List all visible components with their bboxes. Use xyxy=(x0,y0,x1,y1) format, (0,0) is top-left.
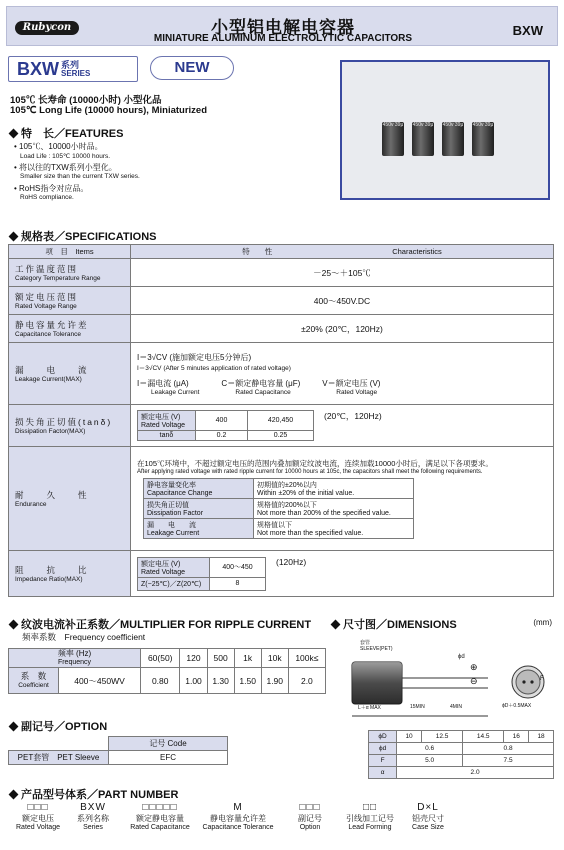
part-number-item: □□□ 额定电压 Rated Voltage xyxy=(16,802,60,831)
ripple-title: 纹波电流补正系数／MULTIPLIER FOR RIPPLE CURRENT xyxy=(10,616,311,632)
spec-item-impedance: 阻 抗 比 Impedance Ratio(MAX) xyxy=(9,551,131,597)
spec-value-cap-tol: ±20% (20℃，120Hz) xyxy=(131,315,554,343)
intro-cn: 105℃ 长寿命 (10000小时) 小型化品 xyxy=(10,95,162,106)
spec-value-endurance: 在105℃环境中，不超过额定电压的范围内叠加额定纹波电流，连续加载10000小时后，满足以下各项要求。 After applying rated voltage with rated ripple current for 10000 hours at 105c, the capacitors shall meet the following requirements. 静电容量变化率 Capacitance Change 初期值的±20%以内 Within ±20% of the initial value. 损失角正切值 Dissipation Factor 规格值的200%以下 Not more than 200% of the specified value. 漏 电 流 Leakage Current 规格值以下 Not more than the specified value. xyxy=(131,447,554,551)
features-title: 特 长／FEATURES xyxy=(10,125,123,141)
spec-item-endurance: 耐 久 性 Endurance xyxy=(9,447,131,551)
dim-phid-label: ϕd xyxy=(458,654,465,660)
spec-item-leakage: 漏 电 流 Leakage Current(MAX) xyxy=(9,343,131,405)
plus-icon: ⊕ xyxy=(470,662,478,672)
series-label-box xyxy=(8,56,138,82)
diamond-icon xyxy=(9,620,19,630)
diamond-icon xyxy=(9,790,19,800)
dim-sleeve-label: 套管 SLEEVE(PET) xyxy=(360,640,393,652)
dim-f-label: F xyxy=(540,676,544,682)
diamond-icon xyxy=(331,620,341,630)
new-badge: NEW xyxy=(150,56,234,80)
diamond-icon xyxy=(9,232,19,242)
impedance-condition: (120Hz) xyxy=(276,556,307,567)
feature-item: • 将以往的TXW系列小型化。 xyxy=(14,163,117,172)
dimensions-unit: (mm) xyxy=(533,618,552,627)
spec-value-leakage: I＝3√CV (施加额定电压5分钟后) I＝3√CV (After 5 minutes application of rated voltage) I＝漏电流 (μA) Leakage Current C＝额定静电容量 (μF) Rated Capacitance V＝额定电压 (V) Rated Voltage xyxy=(131,343,554,405)
spec-item-temp: 工作温度范围 Category Temperature Range xyxy=(9,259,131,287)
capacitor-image: 450v 39μ xyxy=(472,122,494,156)
page-header xyxy=(6,6,558,46)
product-photo xyxy=(340,60,550,200)
capacitor-image: 450v 39μ xyxy=(382,122,404,156)
diamond-icon xyxy=(9,129,19,139)
series-code: BXW xyxy=(512,23,543,38)
series-cn: 系列 xyxy=(61,60,80,70)
spec-value-voltage: 400～450V.DC xyxy=(131,287,554,315)
option-title: 副记号／OPTION xyxy=(10,718,107,734)
option-table: 记号 Code PET套管 PET Sleeve EFC xyxy=(8,736,228,765)
dim-d-label: ϕD＋0.5MAX xyxy=(502,703,532,709)
intro-en: 105℃ Long Life (10000 hours), Miniaturized xyxy=(10,105,208,116)
series-en: SERIES xyxy=(61,69,91,78)
diamond-icon xyxy=(9,722,19,732)
page-title-cn: 小型铝电解电容器 xyxy=(211,18,355,38)
feature-sub: RoHS compliance. xyxy=(20,194,74,201)
impedance-table: 额定电压 (V) Rated Voltage 400～450 Z(−25℃)／Z(20℃) 8 xyxy=(137,557,266,591)
spec-item-cap-tol: 静电容量允许差 Capacitance Tolerance xyxy=(9,315,131,343)
part-number-item: BXW 系列名称 Series xyxy=(77,802,109,831)
feature-sub: Load Life : 105℃ 10000 hours. xyxy=(20,153,111,160)
dimensions-table: ϕD 10 12.5 14.5 16 18 ϕd 0.6 0.8 F 5.0 7.5 α 2.0 xyxy=(368,730,554,779)
capacitor-image: 450v 39μ xyxy=(442,122,464,156)
page-title-en: MINIATURE ALUMINUM ELECTROLYTIC CAPACITORS xyxy=(153,33,413,44)
feature-item: • RoHS指令对应品。 xyxy=(14,184,89,193)
spec-head-item: 项 目 Items xyxy=(9,245,131,259)
specifications-title: 规格表／SPECIFICATIONS xyxy=(10,228,156,244)
feature-item: • 105℃、10000小时品。 xyxy=(14,142,103,151)
spec-item-voltage: 额定电压范围 Rated Voltage Range xyxy=(9,287,131,315)
part-number-item: M 静电容量允许差 Capacitance Tolerance xyxy=(202,802,274,831)
series-name: BXW xyxy=(17,59,59,79)
part-number-item: □□□ 副记号 Option xyxy=(298,802,322,831)
dim-4min-label: 4MIN xyxy=(450,704,462,710)
dim-l-label: L＋α MAX xyxy=(358,705,381,711)
endurance-table: 静电容量变化率 Capacitance Change 初期值的±20%以内 Within ±20% of the initial value. 损失角正切值 Dissipation Factor 规格值的200%以下 Not more than 200% of the specified value. 漏 电 流 Leakage Current 规格值以下 Not more than the specified value. xyxy=(143,478,414,539)
part-number-item: □□ 引线加工记号 Lead Forming xyxy=(346,802,394,831)
dimensions-title: 尺寸图／DIMENSIONS xyxy=(332,616,457,632)
part-number-title: 产品型号体系／PART NUMBER xyxy=(10,786,178,802)
ripple-table: 频率 (Hz) Frequency 60(50) 120 500 1k 10k 100k≤ 系 数 Coefficient 400～450WV 0.80 1.00 1.30 1.50 1.90 2.0 xyxy=(8,648,326,694)
part-number-item: D×L 铝壳尺寸 Case Size xyxy=(412,802,444,831)
spec-value-impedance xyxy=(131,551,554,597)
rubycon-logo: Rubycon xyxy=(15,21,79,35)
part-number-item: □□□□□ 额定静电容量 Rated Capacitance xyxy=(130,802,190,831)
minus-icon: ⊖ xyxy=(470,676,478,686)
spec-value-dissipation xyxy=(131,405,554,447)
capacitor-image: 450v 39μ xyxy=(412,122,434,156)
spec-value-temp: －25～＋105℃ xyxy=(131,259,554,287)
ripple-subtitle: 频率系数 Frequency coefficient xyxy=(22,632,146,642)
dissipation-condition: (20℃，120Hz) xyxy=(324,411,382,421)
dim-15min-label: 15MIN xyxy=(410,704,425,710)
spec-head-char: 特 性 Characteristics xyxy=(131,245,554,259)
feature-sub: Smaller size than the current TXW series. xyxy=(20,173,140,180)
specifications-table xyxy=(8,244,554,597)
spec-item-dissipation: 损失角正切值(tanδ) Dissipation Factor(MAX) xyxy=(9,405,131,447)
dissipation-table: 额定电压 (V) Rated Voltage 400 420,450 tanδ 0.2 0.25 xyxy=(137,410,314,441)
